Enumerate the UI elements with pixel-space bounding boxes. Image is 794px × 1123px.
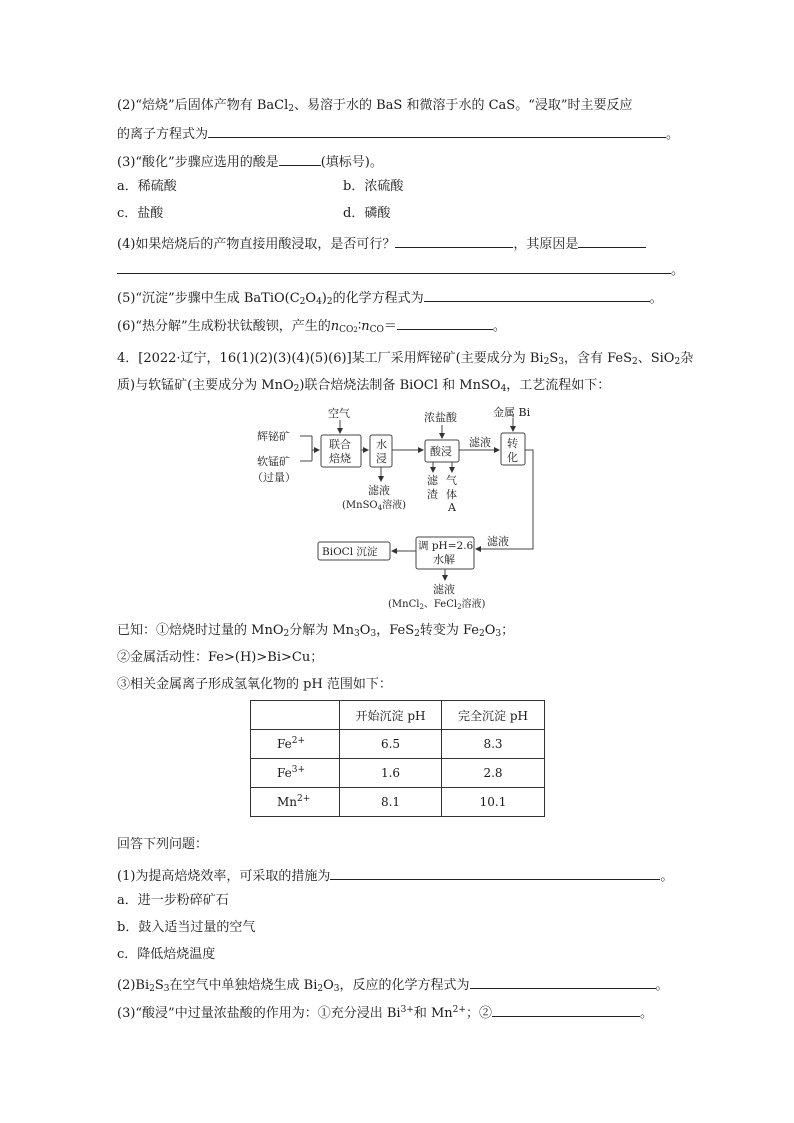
end-ph-cell: 8.3: [442, 730, 545, 759]
question-4-line-2: 。: [117, 259, 684, 280]
end-ph-cell: 10.1: [442, 788, 545, 817]
label-mnso4: (MnSO$_4$溶液): [342, 500, 407, 512]
known-2: ②金属活动性：Fe>(H)>Bi>Cu；: [117, 650, 324, 665]
start-ph-cell: 8.1: [340, 788, 442, 817]
ion-cell: $Fe^{2+}$: [251, 730, 340, 759]
question-4-line-1: (4)如果焙烧后的产物直接用酸浸取，是否可行？ ，其原因是: [117, 233, 646, 254]
answer-blank[interactable]: [330, 865, 660, 880]
label-conc-hcl: 浓盐酸: [424, 411, 457, 424]
answer-blank[interactable]: [470, 974, 656, 989]
problem-4-line-2: 质)与软锰矿(主要成分为 MnO$_2$)联合焙烧法制备 BiOCl 和 MnSO$_4$，工艺流程如下：: [117, 378, 611, 394]
answer-option-a: a．进一步粉碎矿石: [117, 893, 229, 908]
answer-question-2: $(2)Bi_2S_3$在空气中单独焙烧生成 $Bi_2O_3$，反应的化学方程式为 。: [117, 974, 669, 995]
problem-4-line-1: 4．[2022·辽宁，16(1)(2)(3)(4)(5)(6)]某工厂采用辉铋矿(主要成分为 $Bi_2S_3$，含有 FeS$_2$、SiO$_2$杂: [117, 351, 694, 367]
label-filtrate-1: 滤液: [368, 484, 390, 497]
label-adjust-ph: 调 pH=2.6: [418, 540, 474, 552]
label-gas-2: 体: [446, 488, 457, 501]
label-filtrate-arrow: 滤液: [469, 436, 491, 449]
question-3: (3)“酸化”步骤应选用的酸是 (填标号)。: [117, 151, 383, 172]
label-box4a: 转: [507, 437, 518, 450]
question-2-line-1: (2)“焙烧”后固体产物有 BaCl$_2$、易溶于水的 BaS 和微溶于水的 CaS。“浸取”时主要反应: [117, 98, 633, 114]
label-acid-leach: 酸浸: [430, 445, 452, 458]
answer-question-1: (1)为提高焙烧效率，可采取的措施为 。: [117, 865, 673, 886]
table-header-cell: 完全沉淀 pH: [442, 701, 545, 730]
label-biocl: BiOCl 沉淀: [322, 546, 378, 558]
option-c: c．盐酸: [117, 206, 164, 221]
answer-question-3: (3)“酸浸”中过量浓盐酸的作用为：①充分浸出 $Bi^{3+}$和 $Mn^{2+}$；② 。: [117, 1002, 653, 1023]
table-row: [251, 788, 545, 817]
answer-blank[interactable]: [492, 1002, 640, 1017]
answer-intro: 回答下列问题：: [117, 837, 209, 852]
end-ph-cell: 2.8: [442, 759, 545, 788]
label-hydrolysis: 水解: [433, 553, 455, 566]
question-2-line-2: 的离子方程式为 。: [117, 123, 679, 144]
question-6: (6)“热分解”生成粉状钛酸钡，产生的$n_{CO2}∶n_{CO}=$ 。: [117, 315, 506, 336]
label-box4b: 化: [507, 451, 518, 464]
start-ph-cell: 6.5: [340, 730, 442, 759]
label-filtrate-back: 滤液: [487, 535, 509, 548]
table-header-row: [251, 701, 545, 730]
label-box2a: 水: [376, 438, 387, 451]
label-residue-b: 渣: [427, 488, 438, 501]
label-bismuthinite: 辉铋矿: [257, 430, 290, 443]
ph-range-table: [250, 700, 545, 817]
label-excess: （过量）: [252, 471, 296, 484]
label-residue-a: 滤: [427, 474, 438, 487]
question-5: (5)“沉淀”步骤中生成 $BaTiO(C_2O_4)_2$的化学方程式为 。: [117, 287, 663, 308]
label-metal-bi: 金属 Bi: [493, 406, 531, 419]
label-pyrolusite: 软锰矿: [257, 455, 290, 468]
table-row: [251, 730, 545, 759]
known-3: ③相关金属离子形成氢氧化物的 pH 范围如下：: [117, 677, 392, 692]
option-d: d．磷酸: [343, 206, 391, 221]
label-filtrate-2: 滤液: [433, 583, 455, 596]
start-ph-cell: 1.6: [340, 759, 442, 788]
answer-option-c: c．降低焙烧温度: [117, 947, 216, 962]
label-box1a: 联合: [329, 438, 351, 451]
table-header-cell: [251, 701, 340, 730]
label-mncl2-fecl2: (MnCl$_2$、FeCl$_2$溶液): [388, 599, 486, 611]
label-air: 空气: [328, 407, 350, 420]
table-row: [251, 759, 545, 788]
option-b: b．浓硫酸: [343, 179, 404, 194]
label-gas-1: 气: [446, 474, 457, 487]
option-a: a．稀硫酸: [117, 179, 177, 194]
table-header-cell: 开始沉淀 pH: [340, 701, 442, 730]
label-box2b: 浸: [376, 452, 387, 465]
label-gas-3: A: [448, 501, 456, 514]
ion-cell: $Mn^{2+}$: [251, 788, 340, 817]
known-1: 已知：①焙烧时过量的 MnO$_2$分解为 $Mn_3O_3$，FeS$_2$转变为 $Fe_2O_3$；: [117, 623, 515, 639]
ion-cell: $Fe^{3+}$: [251, 759, 340, 788]
label-box1b: 焙烧: [329, 452, 351, 465]
answer-option-b: b．鼓入适当过量的空气: [117, 920, 256, 935]
